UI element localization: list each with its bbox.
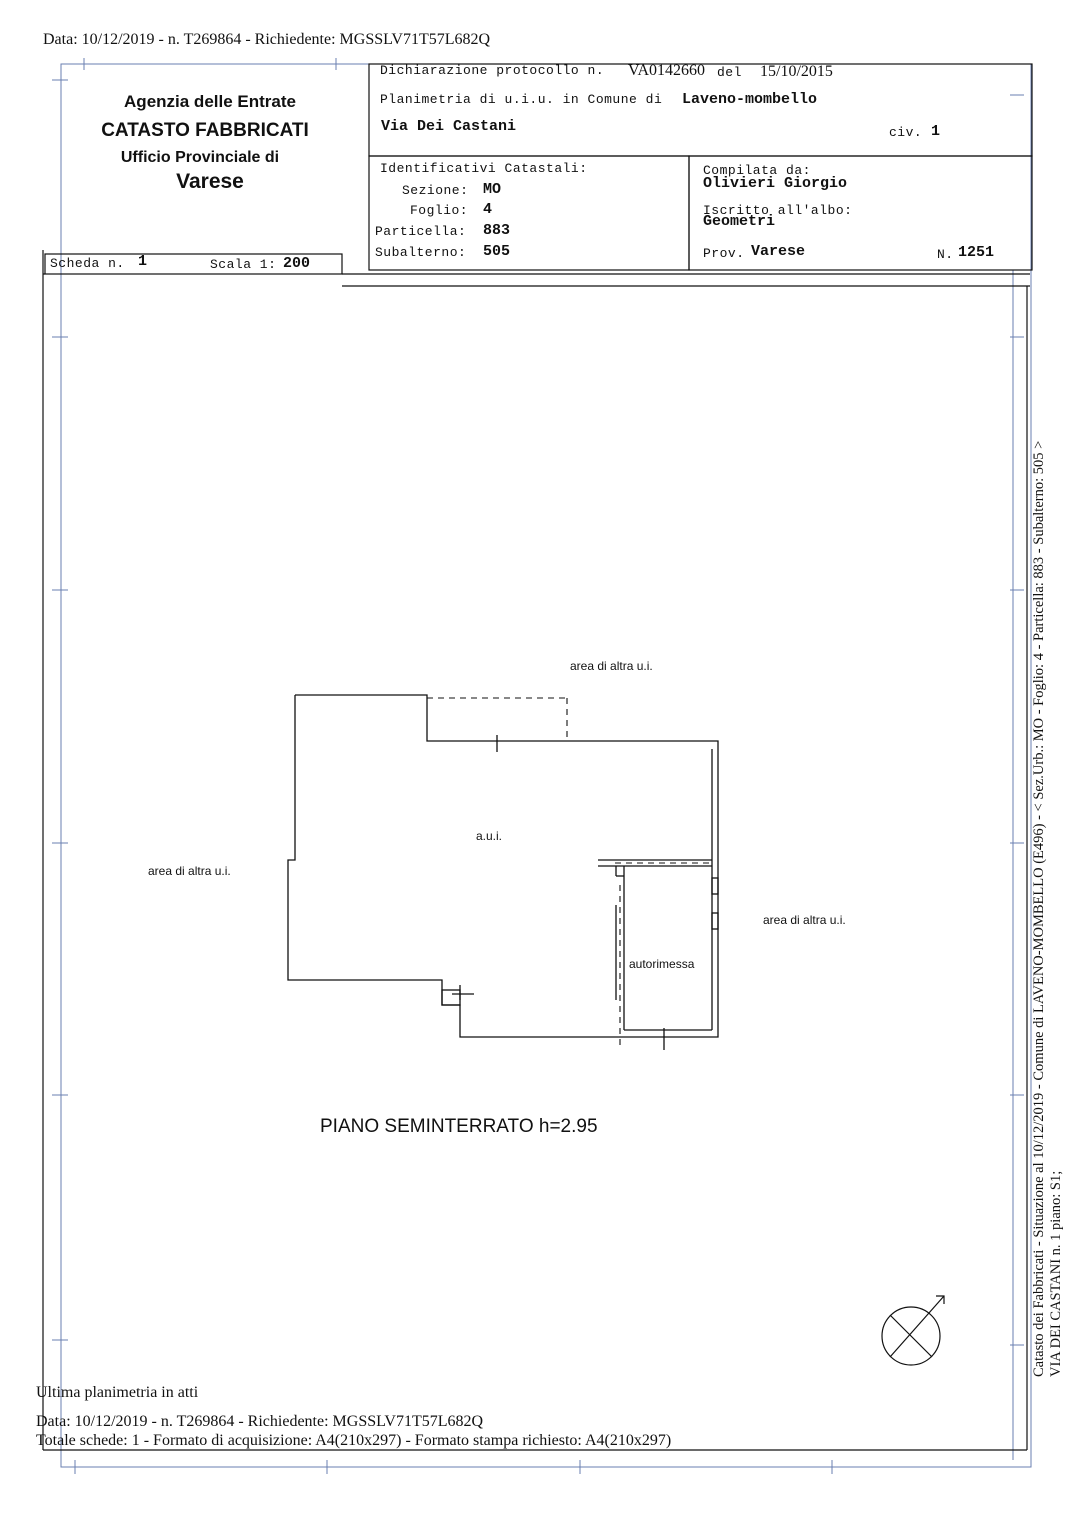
particella-label: Particella: (375, 224, 467, 239)
floor-label: PIANO SEMINTERRATO h=2.95 (320, 1116, 598, 1137)
side-situation-text: Catasto dei Fabbricati - Situazione al 10/12/2019 - Comune di LAVENO-MOMBELLO (E496) - < Sez.Urb.: MO - Foglio: 4 - Particella: 883 - Subalterno: 505 > (1031, 440, 1047, 1377)
ufficio-label: Ufficio Provinciale di (120, 149, 280, 166)
footer-request-line: Data: 10/12/2019 - n. T269864 - Richiedente: MGSSLV71T57L682Q (36, 1413, 484, 1430)
declaration-label: Dichiarazione protocollo n. (380, 63, 605, 78)
n-value: 1251 (958, 244, 995, 261)
compass-icon (882, 1296, 944, 1365)
comune-name: Laveno-mombello (682, 91, 818, 108)
catasto-title: CATASTO FABBRICATI (101, 120, 309, 141)
particella-value: 883 (483, 222, 511, 239)
scheda-number: 1 (138, 253, 148, 270)
foglio-value: 4 (483, 201, 493, 218)
scala-value: 200 (283, 255, 311, 272)
area-left-label: area di altra u.i. (148, 864, 231, 878)
subalterno-value: 505 (483, 243, 511, 260)
header-request-line: Data: 10/12/2019 - n. T269864 - Richiedente: MGSSLV71T57L682Q (43, 31, 491, 48)
prov-value: Varese (751, 243, 806, 260)
iscritto-label: Iscritto all'albo: (703, 203, 853, 218)
sezione-label: Sezione: (402, 183, 469, 198)
civ-number: 1 (931, 123, 941, 140)
foglio-label: Foglio: (410, 203, 469, 218)
prov-label: Prov. (703, 246, 745, 261)
side-address-text: VIA DEI CASTANI n. 1 piano: S1; (1048, 1170, 1064, 1377)
aui-label: a.u.i. (476, 829, 503, 843)
identificativi-title: Identificativi Catastali: (380, 161, 588, 176)
area-top-label: area di altra u.i. (570, 659, 653, 673)
albo-value: Geometri (703, 213, 776, 230)
declaration-del-label: del (717, 65, 742, 80)
scala-label: Scala 1: (210, 257, 277, 272)
declaration-number: VA0142660 (628, 62, 706, 79)
scheda-label: Scheda n. (50, 256, 125, 271)
ufficio-province: Varese (176, 170, 244, 193)
subalterno-label: Subalterno: (375, 245, 467, 260)
area-right-label: area di altra u.i. (763, 913, 846, 927)
footer-totale: Totale schede: 1 - Formato di acquisizione: A4(210x297) - Formato stampa richiesto: A4(210x297) (36, 1432, 672, 1449)
n-label: N. (937, 247, 954, 262)
sezione-value: MO (483, 181, 502, 198)
agency-name: Agenzia delle Entrate (124, 92, 296, 111)
planimetria-label: Planimetria di u.i.u. in Comune di (380, 92, 663, 107)
footer-ultima: Ultima planimetria in atti (36, 1384, 199, 1401)
declaration-date: 15/10/2015 (760, 63, 833, 80)
via-address: Via Dei Castani (381, 118, 517, 135)
compilata-label: Compilata da: (703, 163, 811, 178)
civ-label: civ. (889, 125, 923, 140)
compilata-name: Olivieri Giorgio (703, 175, 848, 192)
autorimessa-label: autorimessa (629, 957, 695, 971)
